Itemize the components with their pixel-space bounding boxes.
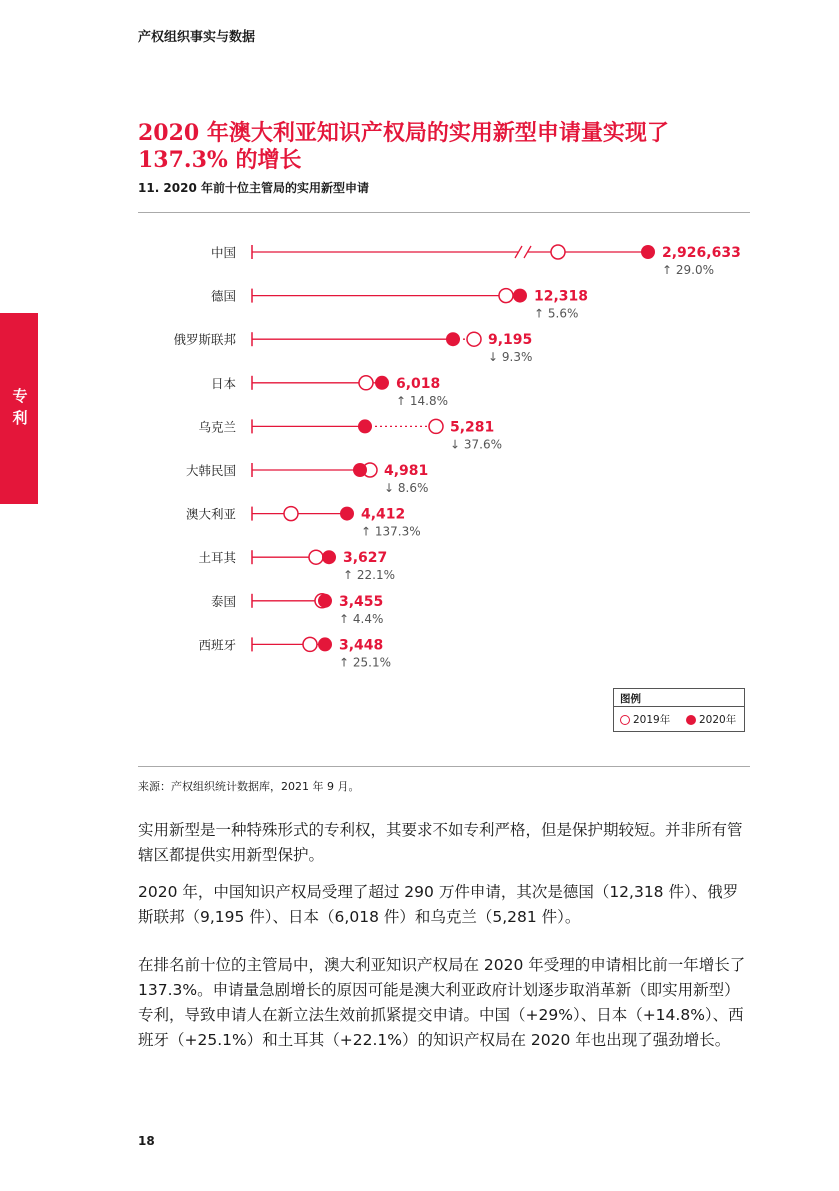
chart-row-7	[186, 507, 421, 539]
chart-row-2	[211, 289, 588, 321]
dot-2019	[359, 376, 373, 390]
running-header: 产权组织事实与数据	[138, 30, 256, 45]
value-label: 5,281	[450, 419, 495, 436]
office-label: 乌克兰	[198, 419, 236, 435]
dot-2019	[309, 550, 323, 564]
office-label: 澳大利亚	[185, 506, 236, 522]
paragraph: 在排名前十位的主管局中，澳大利亚知识产权局在 2020 年受理的申请相比前一年增长了 137.3%。申请量急剧增长的原因可能是澳大利亚政府计划逐步取消革新（即实用新型）专利，导致申请人在新立法生效前抓紧提交申请。中国（+29%）、日本（+14.8%）、西班牙（+25.1%）和土耳其（+22.1%）的知识产权局在 2020 年也出现了强劲增长。	[138, 956, 746, 1049]
dot-2019	[467, 332, 481, 346]
value-label: 2,926,633	[662, 245, 741, 261]
axis-break-gap	[518, 244, 528, 260]
value-label: 6,018	[396, 375, 441, 392]
dot-2020	[322, 550, 336, 564]
paragraph: 实用新型是一种特殊形式的专利权，其要求不如专利严格，但是保护期较短。并非所有管辖区都提供实用新型保护。	[138, 821, 743, 864]
change-label: ↑ 5.6%	[534, 306, 579, 321]
legend-label-2019: 2019年	[633, 714, 671, 726]
change-label: ↓ 37.6%	[450, 437, 502, 452]
section-tab-label: 专利	[12, 387, 28, 427]
dot-2020	[358, 419, 372, 433]
dot-2019	[429, 419, 443, 433]
office-label: 西班牙	[198, 637, 236, 653]
chart-row-6	[186, 463, 428, 495]
chart-row-9	[211, 594, 383, 626]
chart-row-5	[198, 419, 502, 451]
dot-2020	[375, 376, 389, 390]
change-label: ↑ 29.0%	[662, 263, 714, 277]
office-label: 德国	[210, 288, 236, 304]
dot-2020	[340, 507, 354, 521]
legend-box	[613, 688, 745, 732]
change-label: ↑ 4.4%	[339, 611, 384, 626]
dot-2020	[446, 332, 460, 346]
office-label: 中国	[210, 245, 236, 260]
page-title: 2020 年澳大利亚知识产权局的实用新型申请量实现了 137.3% 的增长	[138, 120, 669, 173]
dot-2019	[551, 245, 565, 259]
dot-2019	[284, 507, 298, 521]
chart-row-8	[198, 550, 395, 582]
change-label: ↓ 9.3%	[488, 350, 533, 365]
paragraph: 2020 年，中国知识产权局受理了超过 290 万件申请，其次是德国（12,318 件）、俄罗斯联邦（9,195 件）、日本（6,018 件）和乌克兰（5,281 件）。	[138, 883, 739, 926]
chart-row-4	[211, 376, 448, 408]
legend-item-2020	[686, 712, 736, 727]
dot-2020	[353, 463, 367, 477]
bottom-divider	[138, 766, 750, 767]
value-label: 9,195	[488, 332, 533, 349]
filled-circle-icon	[686, 715, 696, 725]
office-label: 俄罗斯联邦	[173, 332, 236, 348]
legend-item-2019	[620, 712, 670, 727]
value-label: 3,455	[339, 593, 384, 610]
office-label: 泰国	[210, 593, 236, 609]
change-label: ↑ 137.3%	[361, 524, 421, 539]
office-label: 土耳其	[198, 550, 236, 566]
figure-subtitle: 11. 2020 年前十位主管局的实用新型申请	[138, 181, 370, 195]
dot-2020	[318, 637, 332, 651]
change-label: ↓ 8.6%	[384, 481, 429, 495]
value-label: 3,448	[339, 637, 384, 654]
legend-divider	[614, 706, 744, 707]
change-label: ↑ 22.1%	[343, 568, 395, 583]
chart-row-3	[173, 332, 532, 364]
chart-row-10	[198, 637, 391, 669]
office-label: 大韩民国	[185, 463, 236, 478]
source-note: 来源：产权组织统计数据库，2021 年 9 月。	[138, 780, 360, 793]
dot-2019	[303, 637, 317, 651]
value-label: 3,627	[343, 550, 388, 567]
value-label: 12,318	[534, 288, 589, 305]
legend-label-2020: 2020年	[699, 714, 737, 726]
dot-2020	[641, 245, 655, 259]
value-label: 4,412	[361, 506, 406, 523]
legend-title: 图例	[620, 693, 641, 705]
page-number: 18	[138, 1134, 155, 1148]
value-label: 4,981	[384, 463, 429, 479]
dot-2019	[499, 289, 513, 303]
change-label: ↑ 25.1%	[339, 655, 391, 670]
dot-2020	[318, 594, 332, 608]
office-label: 日本	[210, 375, 236, 391]
chart-row-1	[211, 244, 741, 277]
dot-2020	[513, 289, 527, 303]
open-circle-icon	[620, 715, 630, 725]
change-label: ↑ 14.8%	[396, 393, 448, 408]
